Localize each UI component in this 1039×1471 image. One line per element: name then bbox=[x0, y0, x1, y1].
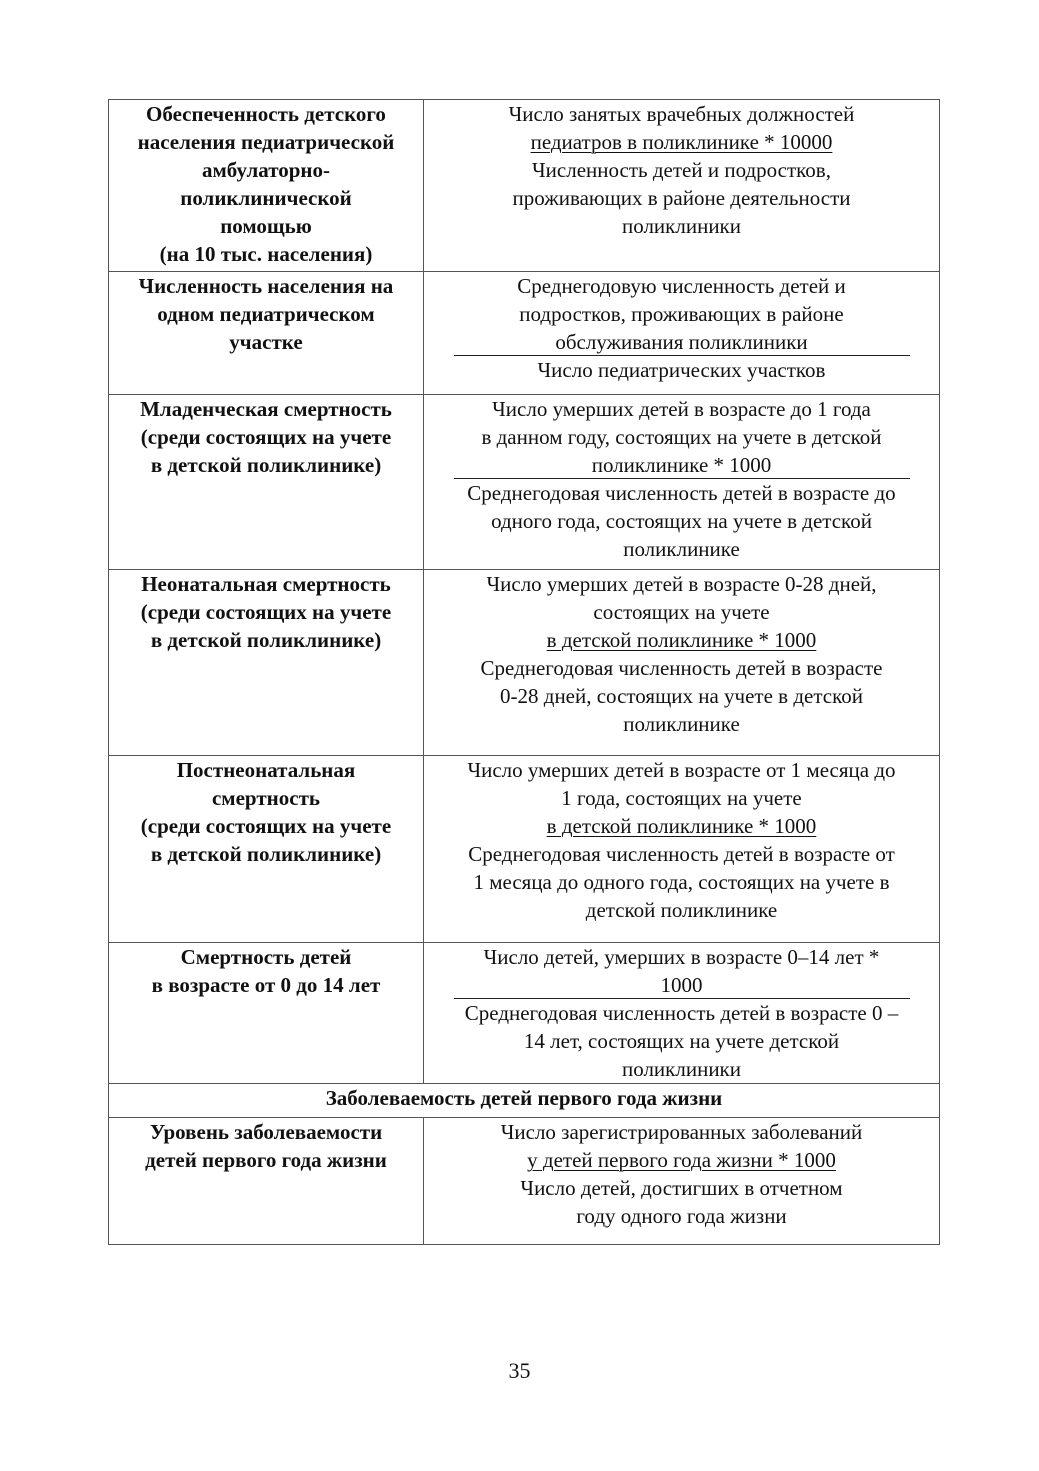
indicator-name bbox=[109, 756, 424, 943]
table-row bbox=[109, 100, 940, 272]
text-line: в детской поликлинике) bbox=[150, 842, 382, 866]
text-line: Число детей, умерших в возрасте 0–14 лет * bbox=[483, 945, 880, 969]
table-row bbox=[109, 395, 940, 570]
text-line: 1 года, состоящих на учете bbox=[561, 786, 802, 810]
text-line: поликлинике * 1000 bbox=[454, 453, 910, 479]
text-line: амбулаторно- bbox=[201, 158, 331, 182]
text-line: Среднегодовая численность детей в возрасте до bbox=[467, 481, 896, 505]
text-line: (среди состоящих на учете bbox=[140, 814, 392, 838]
indicator-table bbox=[108, 99, 940, 1245]
text-line: педиатров в поликлинике * 10000 bbox=[530, 130, 833, 154]
table-row bbox=[109, 1118, 940, 1245]
section-header-row bbox=[109, 1084, 940, 1118]
text-line: поликлиники bbox=[621, 214, 742, 238]
text-line: Среднегодовую численность детей и bbox=[517, 274, 846, 298]
table-row bbox=[109, 943, 940, 1084]
text-line: Среднегодовая численность детей в возрасте 0 – bbox=[464, 1001, 899, 1025]
indicator-name bbox=[109, 1118, 424, 1245]
text-line: в возрасте от 0 до 14 лет bbox=[151, 973, 381, 997]
table-row bbox=[109, 756, 940, 943]
text-line: 14 лет, состоящих на учете детской bbox=[523, 1029, 840, 1053]
text-line: (среди состоящих на учете bbox=[140, 425, 392, 449]
text-line: Уровень заболеваемости bbox=[149, 1120, 383, 1144]
text-line: подростков, проживающих в районе bbox=[519, 302, 844, 326]
text-line: поликлинике bbox=[623, 537, 740, 561]
text-line: поликлинике bbox=[623, 712, 740, 736]
text-line: населения педиатрической bbox=[137, 130, 395, 154]
text-line: в детской поликлинике) bbox=[150, 628, 382, 652]
text-line: 1 месяца до одного года, состоящих на учете в bbox=[473, 870, 890, 894]
text-line: Младенческая смертность bbox=[140, 397, 392, 421]
text-line: детей первого года жизни bbox=[145, 1148, 387, 1172]
indicator-name bbox=[109, 272, 424, 395]
text-line: Число умерших детей в возрасте 0-28 дней, bbox=[486, 572, 877, 596]
text-line: в детской поликлинике * 1000 bbox=[546, 628, 817, 652]
indicator-formula bbox=[424, 272, 940, 395]
text-line: состоящих на учете bbox=[593, 600, 770, 624]
table-row bbox=[109, 272, 940, 395]
text-line: поликлиники bbox=[621, 1057, 742, 1081]
text-line: участке bbox=[229, 330, 303, 354]
text-line: одного года, состоящих на учете в детской bbox=[491, 509, 872, 533]
text-line: одном педиатрическом bbox=[157, 302, 375, 326]
text-line: обслуживания поликлиники bbox=[454, 330, 910, 356]
page-number: 35 bbox=[508, 1358, 531, 1383]
text-line: Численность детей и подростков, bbox=[532, 158, 831, 182]
text-line: 0-28 дней, состоящих на учете в детской bbox=[500, 684, 863, 708]
text-line: у детей первого года жизни * 1000 bbox=[527, 1148, 836, 1172]
text-line: помощью bbox=[220, 214, 312, 238]
indicator-name bbox=[109, 943, 424, 1084]
text-line: (среди состоящих на учете bbox=[140, 600, 392, 624]
indicator-formula bbox=[424, 943, 940, 1084]
text-line: Среднегодовая численность детей в возрасте bbox=[480, 656, 883, 680]
indicator-name bbox=[109, 100, 424, 272]
text-line: в данном году, состоящих на учете в детской bbox=[481, 425, 882, 449]
text-line: в детской поликлинике) bbox=[150, 453, 382, 477]
text-line: проживающих в районе деятельности bbox=[512, 186, 851, 210]
text-line: Численность населения на bbox=[138, 274, 394, 298]
indicator-formula bbox=[424, 756, 940, 943]
text-line: Число педиатрических участков bbox=[537, 358, 826, 382]
text-line: смертность bbox=[211, 786, 320, 810]
indicator-name bbox=[109, 395, 424, 570]
indicator-formula bbox=[424, 570, 940, 756]
text-line: Число умерших детей в возрасте от 1 месяца до bbox=[467, 758, 896, 782]
indicator-formula bbox=[424, 100, 940, 272]
text-line: Число детей, достигших в отчетном bbox=[520, 1176, 843, 1200]
text-line: Обеспеченность детского bbox=[146, 102, 386, 126]
indicator-name bbox=[109, 570, 424, 756]
indicator-formula bbox=[424, 1118, 940, 1245]
indicator-formula bbox=[424, 395, 940, 570]
text-line: Смертность детей bbox=[180, 945, 352, 969]
text-line: Неонатальная смертность bbox=[141, 572, 391, 596]
text-line: (на 10 тыс. населения) bbox=[159, 242, 373, 266]
text-line: Число умерших детей в возрасте до 1 года bbox=[492, 397, 871, 421]
table-row bbox=[109, 570, 940, 756]
text-line: 1000 bbox=[454, 973, 910, 999]
text-line: Число занятых врачебных должностей bbox=[508, 102, 855, 126]
text-line: Постнеонатальная bbox=[176, 758, 356, 782]
text-line: в детской поликлинике * 1000 bbox=[546, 814, 817, 838]
text-line: Число зарегистрированных заболеваний bbox=[500, 1120, 863, 1144]
text-line: году одного года жизни bbox=[576, 1204, 787, 1228]
text-line: поликлинической bbox=[180, 186, 352, 210]
section-header: Заболеваемость детей первого года жизни bbox=[109, 1084, 940, 1118]
text-line: Среднегодовая численность детей в возрасте от bbox=[468, 842, 895, 866]
text-line: детской поликлинике bbox=[585, 898, 778, 922]
